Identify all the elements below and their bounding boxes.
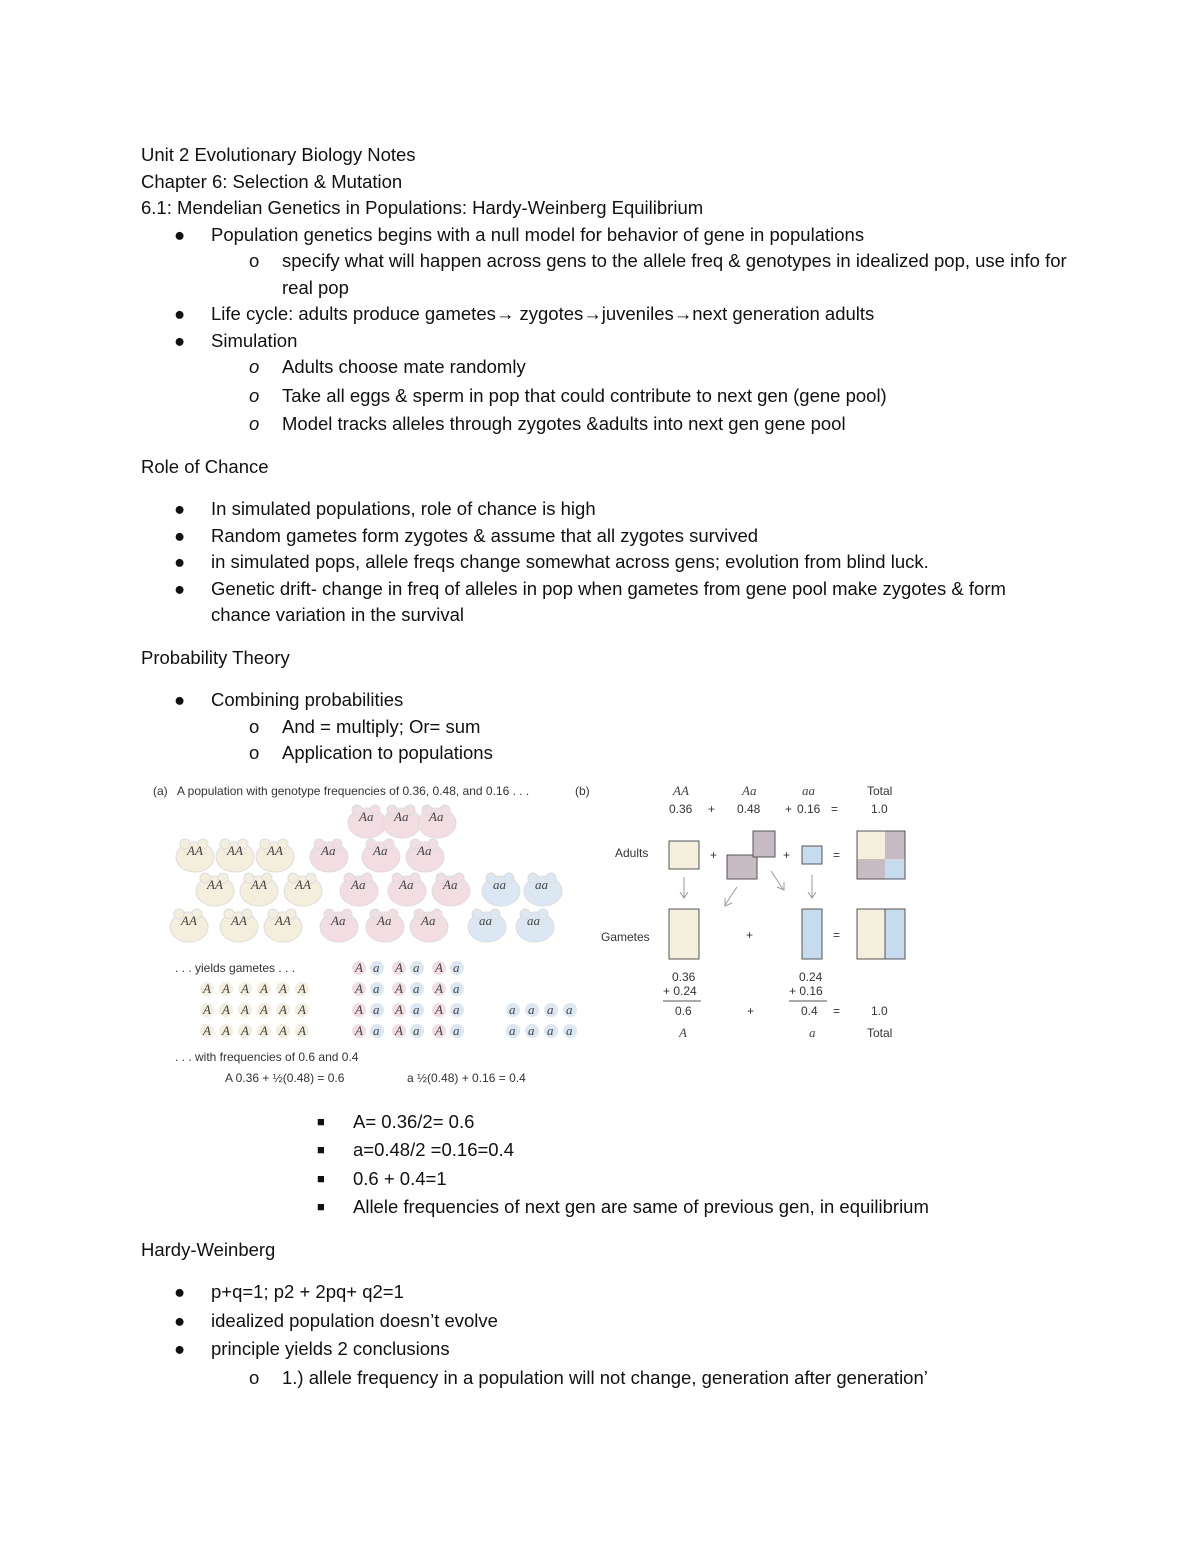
gamete-small-a [410,960,424,975]
square-bullet-icon: ■ [317,1142,325,1157]
hw-heading: Hardy-Weinberg [141,1238,276,1260]
fig-b-label: (b) [575,783,590,798]
svg-text:AA: AA [207,876,223,892]
colA-2: + 0.24 [663,983,697,998]
probability-heading: Probability Theory [141,646,290,668]
gamete-big-a [257,1023,271,1038]
cola-4: a [809,1024,816,1040]
total-A-gamete [857,909,885,959]
list-item: o Application to populations [141,740,1081,767]
mouse-aa [366,909,404,942]
svg-text:AA: AA [231,912,247,928]
svg-text:A: A [260,1022,268,1038]
circle-bullet-icon: o [249,1366,260,1388]
mouse-population [170,805,562,942]
fig-A-equation: A 0.36 + ½(0.48) = 0.6 [225,1070,345,1085]
svg-text:aa: aa [479,912,492,928]
gamete-small-a [410,981,424,996]
bullet-icon: ● [174,577,186,599]
mouse-aa [220,909,258,942]
svg-text:Aa: Aa [421,912,436,928]
svg-text:Aa: Aa [417,842,432,858]
freq-AA: 0.36 [669,801,693,816]
gamete-big-a [219,981,233,996]
square-bullet-icon: ■ [317,1113,325,1129]
svg-text:a: a [413,959,420,975]
svg-text:a: a [373,1022,380,1038]
svg-text:A: A [298,1001,306,1017]
gamete-big-a [276,1002,290,1017]
mouse-aa [432,873,470,906]
mouse-aa [406,839,444,872]
svg-text:A: A [395,959,403,975]
a-gamete-box [802,909,822,959]
gamete-big-a [238,981,252,996]
mouse-aa [176,839,214,872]
mouse-aa [348,805,386,838]
freq-total: 1.0 [871,801,888,816]
svg-text:A: A [203,1001,211,1017]
gamete-small-a [525,1023,539,1038]
svg-text:a: a [528,1022,535,1038]
svg-text:A: A [298,980,306,996]
list-item: ● p+q=1; p2 + 2pq+ q2=1 [141,1279,1081,1306]
gametes-label: Gametes [601,929,650,944]
fig-a-equation: a ½(0.48) + 0.16 = 0.4 [407,1070,526,1085]
list-item: o 1.) allele frequency in a population will not change, generation after generation’ [141,1365,1081,1392]
list-item: ● in simulated pops, allele freqs change somewhat across gens; evolution from blind luck. [141,549,1081,576]
total-aa [885,859,905,879]
plus-sign: + [785,801,793,816]
mouse-aa [216,839,254,872]
gamete-big-a [257,1002,271,1017]
total-Aa-upper [885,831,905,859]
bullet-icon: ● [174,524,186,546]
gamete-small-a [410,1023,424,1038]
svg-text:A: A [435,1001,443,1017]
plus-sign: + [708,801,716,816]
aa-adult-box [802,846,822,864]
gamete-big-a [219,1023,233,1038]
svg-text:Aa: Aa [351,876,366,892]
gamete-big-a [238,1023,252,1038]
mouse-aa [418,805,456,838]
total-Aa-lower [857,859,885,879]
arrow-down-icon [771,871,784,890]
gamete-small-a [450,1002,464,1017]
svg-text:a: a [413,980,420,996]
svg-text:AA: AA [267,842,283,858]
svg-text:AA: AA [181,912,197,928]
bullet-icon: ● [174,329,186,351]
gamete-small-a [450,981,464,996]
fig-with-freq-label: . . . with frequencies of 0.6 and 0.4 [175,1049,359,1064]
bullet-icon: ● [174,1338,186,1359]
svg-text:a: a [373,959,380,975]
svg-text:A: A [355,980,363,996]
svg-text:a: a [547,1022,554,1038]
svg-text:A: A [435,980,443,996]
chance-heading: Role of Chance [141,455,269,477]
svg-text:aa: aa [493,876,506,892]
list-item: o Model tracks alleles through zygotes &adults into next gen gene pool [141,411,1081,438]
svg-text:aa: aa [527,912,540,928]
mouse-aa [240,873,278,906]
colA-3: 0.6 [675,1003,692,1018]
svg-text:Aa: Aa [373,842,388,858]
plus-sign: + [746,927,754,942]
svg-text:a: a [509,1001,516,1017]
hardy-weinberg-figure [145,779,945,1099]
gamete-big-a [352,1002,366,1017]
gamete-big-a [352,1023,366,1038]
cola-3: 0.4 [801,1003,818,1018]
mouse-aa [264,909,302,942]
svg-text:A: A [241,1022,249,1038]
mouse-aa [516,909,554,942]
gamete-small-a [544,1023,558,1038]
svg-text:a: a [566,1001,573,1017]
svg-text:A: A [222,980,230,996]
svg-text:A: A [279,1001,287,1017]
gamete-big-a [392,960,406,975]
list-item: ● principle yields 2 conclusions [141,1336,1081,1363]
gamete-big-a [200,1002,214,1017]
svg-text:Aa: Aa [443,876,458,892]
chapter-heading: Chapter 6: Selection & Mutation [141,170,403,192]
gamete-big-a [257,981,271,996]
gamete-big-a [295,1002,309,1017]
circle-bullet-icon: o [249,356,260,377]
svg-text:A: A [241,980,249,996]
plus-sign: + [710,847,718,862]
allele-calc-list [141,1109,1081,1221]
plus-sign: + [783,847,791,862]
svg-text:a: a [453,959,460,975]
svg-text:A: A [355,959,363,975]
svg-text:A: A [279,980,287,996]
plus-sign: + [747,1003,755,1018]
Aa-adult-box-low [727,855,757,879]
intro-list [141,222,1081,438]
mouse-aa [170,909,208,942]
bullet-icon: ● [174,689,186,710]
svg-text:A: A [279,1022,287,1038]
hdr-AA: AA [673,782,689,798]
arrow-down-icon [680,877,688,898]
gamete-big-a [432,1023,446,1038]
gamete-big-a [200,981,214,996]
list-item: ■ Allele frequencies of next gen are same of previous gen, in equilibrium [141,1194,1081,1221]
gamete-small-a [370,1023,384,1038]
svg-text:AA: AA [251,876,267,892]
gamete-small-a [525,1002,539,1017]
equals-sign: = [831,801,839,816]
mouse-aa [196,873,234,906]
svg-text:A: A [435,1022,443,1038]
hdr-total: Total [867,783,893,798]
hdr-aa: aa [802,782,815,798]
svg-text:A: A [395,1001,403,1017]
mouse-aa [468,909,506,942]
adults-label: Adults [615,845,649,860]
gamete-big-a [200,1023,214,1038]
mouse-aa [362,839,400,872]
svg-text:aa: aa [535,876,548,892]
list-item: ■ 0.6 + 0.4=1 [141,1166,1081,1193]
gamete-big-a [295,1023,309,1038]
list-item: ■ A= 0.36/2= 0.6 [141,1109,1081,1136]
equals-sign: = [833,927,841,942]
circle-bullet-icon: o [249,250,260,271]
gamete-small-a [410,1002,424,1017]
fig-a-title: A population with genotype frequencies of 0.36, 0.48, and 0.16 . . . [177,783,530,798]
bullet-icon: ● [174,551,186,572]
svg-text:A: A [260,1001,268,1017]
list-item: ● Life cycle: adults produce gametes→ zygotes→juveniles→next generation adults [141,301,1081,328]
svg-text:A: A [395,1022,403,1038]
list-item: ● Population genetics begins with a null model for behavior of gene in populations [141,222,1081,249]
svg-text:Aa: Aa [331,912,346,928]
list-item: o Take all eggs & sperm in pop that could contribute to next gen (gene pool) [141,383,1081,410]
bullet-icon: ● [174,1281,186,1302]
gamete-small-a [563,1002,577,1017]
svg-text:AA: AA [295,876,311,892]
circle-bullet-icon: o [249,715,260,737]
svg-text:AA: AA [227,842,243,858]
mouse-aa [410,909,448,942]
mouse-aa [320,909,358,942]
svg-text:Aa: Aa [394,808,409,824]
svg-text:A: A [298,1022,306,1038]
gamete-small-a [370,960,384,975]
svg-text:a: a [373,1001,380,1017]
svg-text:a: a [547,1001,554,1017]
list-item: o And = multiply; Or= sum [141,714,1081,741]
freq-aa: 0.16 [797,801,821,816]
equals-sign: = [833,1003,841,1018]
svg-text:A: A [241,1001,249,1017]
svg-text:A: A [355,1022,363,1038]
list-item: ● Simulation [141,328,1081,355]
hdr-Aa: Aa [742,782,757,798]
svg-text:Aa: Aa [429,808,444,824]
gamete-small-a [506,1023,520,1038]
svg-text:A: A [260,980,268,996]
notes-page [141,142,1081,1391]
gamete-big-a [392,1023,406,1038]
fig-a-label: (a) [153,783,168,798]
svg-text:A: A [203,1022,211,1038]
chance-list [141,496,1081,629]
mouse-aa [310,839,348,872]
svg-text:Aa: Aa [399,876,414,892]
gamete-small-a [506,1002,520,1017]
equals-sign: = [833,847,841,862]
colA-1: 0.36 [672,969,696,984]
bullet-icon: ● [174,303,186,324]
svg-text:a: a [453,1022,460,1038]
Aa-adult-box-high [753,831,775,857]
svg-text:a: a [566,1022,573,1038]
probability-list [141,687,1081,767]
svg-text:a: a [453,1001,460,1017]
cola-1: 0.24 [799,969,823,984]
fig-yields-label: . . . yields gametes . . . [175,960,296,975]
gamete-big-a [432,981,446,996]
bullet-icon: ● [174,498,186,519]
freq-Aa: 0.48 [737,801,761,816]
AA-adult-box [669,841,699,869]
mouse-aa [340,873,378,906]
svg-text:a: a [453,980,460,996]
bullet-icon: ● [174,223,186,245]
list-item: o Adults choose mate randomly [141,354,1081,381]
list-item: ● Combining probabilities [141,687,1081,714]
arrow-down-icon [725,887,737,906]
svg-text:A: A [222,1022,230,1038]
bullet-icon: ● [174,1309,186,1331]
mouse-aa [482,873,520,906]
svg-text:AA: AA [187,842,203,858]
gamete-big-a [392,981,406,996]
list-item: ● In simulated populations, role of chance is high [141,496,1081,523]
circle-bullet-icon: o [249,413,260,434]
circle-bullet-icon: o [249,384,260,406]
cola-2: + 0.16 [789,983,823,998]
arrow-down-icon [808,875,816,898]
svg-text:A: A [203,980,211,996]
svg-text:a: a [413,1001,420,1017]
gamete-small-a [370,1002,384,1017]
gamete-small-a [450,1023,464,1038]
gamete-big-a [392,1002,406,1017]
square-bullet-icon: ■ [317,1170,325,1186]
svg-text:A: A [355,1001,363,1017]
gamete-big-a [432,1002,446,1017]
colA-4: A [679,1024,687,1040]
list-item: ■ a=0.48/2 =0.16=0.4 [141,1137,1081,1164]
svg-text:a: a [509,1022,516,1038]
list-item: ● Random gametes form zygotes & assume that all zygotes survived [141,523,1081,550]
mouse-aa [284,873,322,906]
gamete-big-a [219,1002,233,1017]
gamete-big-a [352,960,366,975]
list-item: ● idealized population doesn’t evolve [141,1308,1081,1335]
svg-text:Aa: Aa [359,808,374,824]
gamete-small-a [450,960,464,975]
gamete-small-a [544,1002,558,1017]
section-heading: 6.1: Mendelian Genetics in Populations: Hardy-Weinberg Equilibrium [141,197,704,218]
gamete-big-a [276,1023,290,1038]
svg-text:Aa: Aa [377,912,392,928]
gamete-big-a [352,981,366,996]
hw-list [141,1279,1081,1391]
svg-text:A: A [222,1001,230,1017]
total-label: Total [867,1025,893,1040]
svg-text:a: a [528,1001,535,1017]
mouse-aa [256,839,294,872]
total-a-gamete [885,909,905,959]
svg-text:A: A [395,980,403,996]
gamete-small-a [370,981,384,996]
list-item: o specify what will happen across gens to the allele freq & genotypes in idealized pop, use info for real pop [249,250,1067,298]
square-bullet-icon: ■ [317,1199,325,1214]
svg-text:a: a [373,980,380,996]
mouse-aa [383,805,421,838]
A-gamete-box [669,909,699,959]
svg-text:a: a [413,1022,420,1038]
svg-text:AA: AA [275,912,291,928]
svg-text:Aa: Aa [321,842,336,858]
circle-bullet-icon: o [249,742,260,763]
mouse-aa [388,873,426,906]
gamete-small-a [563,1023,577,1038]
svg-text:A: A [435,959,443,975]
mouse-aa [524,873,562,906]
total-value: 1.0 [871,1003,888,1018]
figure-svg [145,779,945,1099]
gamete-big-a [432,960,446,975]
list-item: ● Genetic drift- change in freq of alleles in pop when gametes from gene pool make zygotes & form chance variation in the survival [174,577,1006,625]
gamete-big-a [276,981,290,996]
gamete-big-a [238,1002,252,1017]
gamete-big-a [295,981,309,996]
doc-title: Unit 2 Evolutionary Biology Notes [141,144,416,165]
